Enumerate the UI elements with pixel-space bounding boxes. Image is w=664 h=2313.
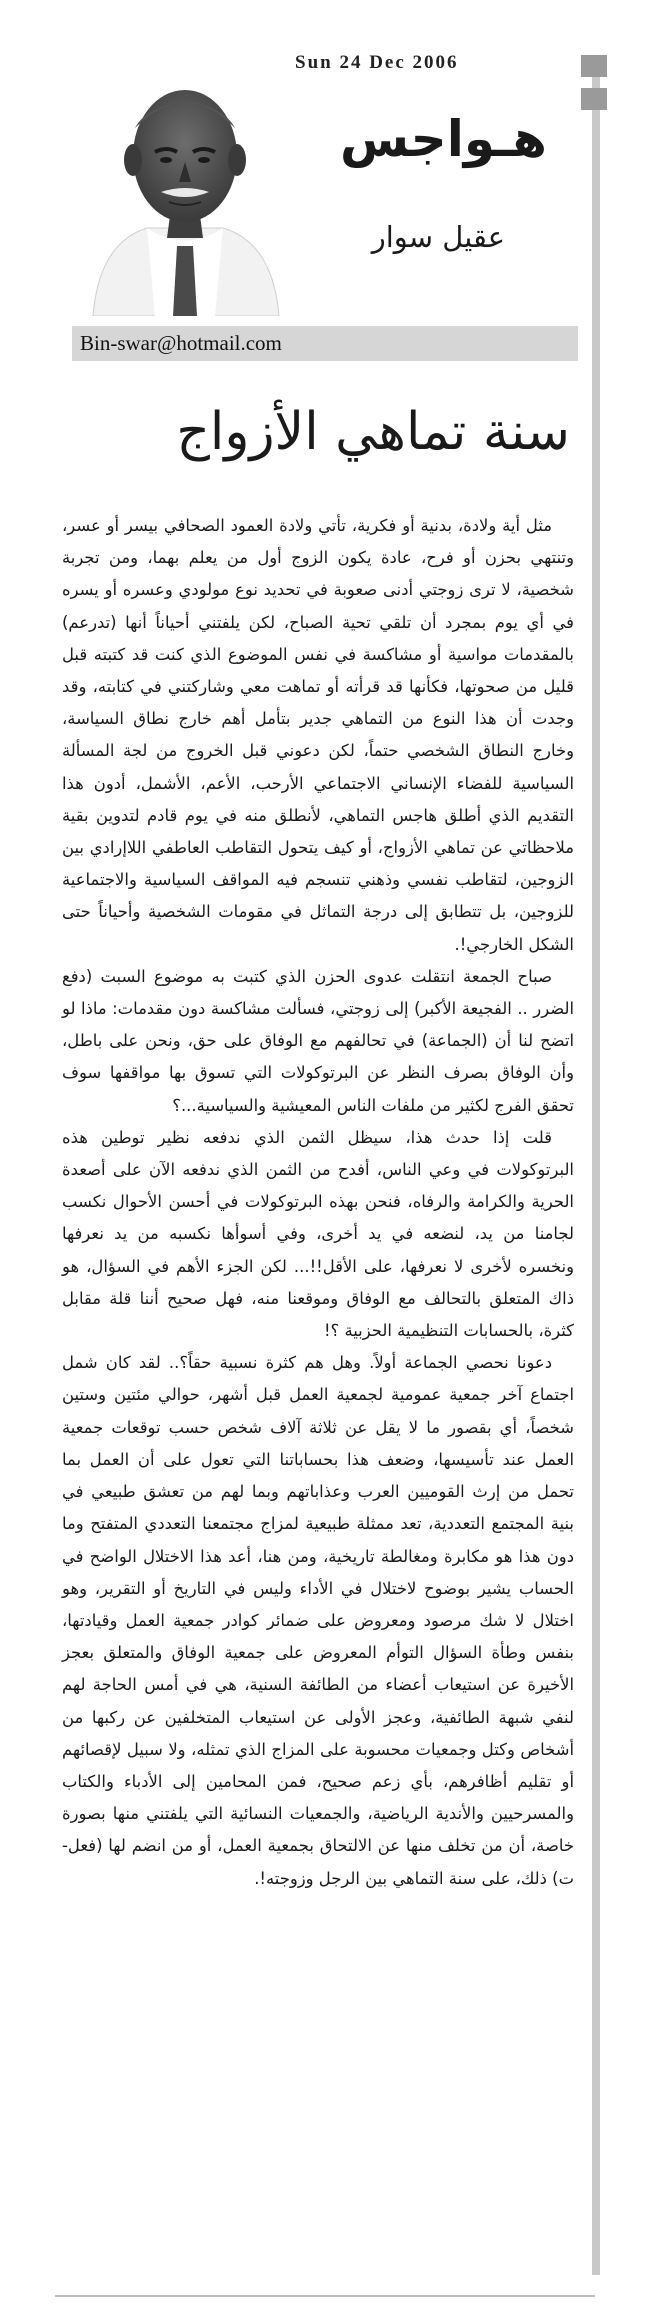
issue-date: Sun 24 Dec 2006 — [295, 52, 459, 73]
column-rule-cap-second — [581, 88, 607, 110]
column-rule-cap-top — [581, 55, 607, 77]
vertical-column-rule — [592, 55, 600, 2275]
author-email-link[interactable]: Bin-swar@hotmail.com — [80, 331, 282, 355]
article-paragraph: صباح الجمعة انتقلت عدوى الحزن الذي كتبت به موضوع السبت (دفع الضرر .. الفجيعة الأكبر) إلى زوجتي، فسألت مشاكسة دون مقدمات: ماذا لو اتضح لنا أن (الجماعة) في تحالفهم مع الوفاق على حق، ونحن على باطل، وأن الوفاق بصرف النظر عن البرتوكولات التي تسوق بها مواقفها سوف تحقق الفرج لكثير من ملفات الناس المعيشية والسياسية...؟ — [62, 966, 574, 1115]
author-name: عقيل سوار — [371, 220, 505, 254]
bottom-divider — [55, 2295, 595, 2297]
article-paragraph: قلت إذا حدث هذا، سيظل الثمن الذي ندفعه نظير توطين هذه البرتوكولات في وعي الناس، أفدح من الثمن الذي ندفعه الآن على أصعدة الحرية والكرامة والرفاه، فنحن بهذه البرتوكولات في أحسن الأحوال نكسب لجامنا من يد، لنضعه في يد أخرى، وفي أسوأها نكسبه من يد نعرفها ونخسره لأخرى لا نعرفها، على الأقل!!... لكن الجزء الأهم في السؤال، هو ذاك المتعلق بالتحالف مع الوفاق وموقعنا منه، فهل صحيح أننا قلة مقابل كثرة، بالحسابات التنظيمية الحزبية ؟! — [62, 1127, 574, 1341]
article-paragraph: مثل أية ولادة، بدنية أو فكرية، تأتي ولادة العمود الصحافي بيسر أو عسر، وتنتهي بحزن أو فرح، عادة يكون الزوج أول من يعلم بهما، ومن تجربة شخصية، لا ترى زوجتي أدنى صعوبة في تحديد نوع مولودي وعسره أو يسره في أي يوم بمجرد أن تلقي تحية الصباح، لكن يلفتني أحياناً أنها (تدرعم) بالمقدمات مواسية أو مشاكسة في نفس الموضوع الذي كنت قد كتبته قبل قليل من صحوتها، فكأنها قد قرأته أو تماهت معي وشاركتني في كتابته، وقد وجدت أن هذا النوع من التماهي جدير بتأمل أهم خارج نطاق السياسة، وخارج النطاق الشخصي حتماً، لكن دعوني قبل الخروج من لجة المسألة السياسية للفضاء الإنساني الاجتماعي الأرحب، الأعم، الأشمل، أدون هذا التقديم الذي أطلق هاجس التماهي، لأنطلق منه في يوم قادم لتدوين بقية ملاحظاتي عن تماهي الأزواج، أو كيف يتحول التقاطب العاطفي اللاإرادي بين الزوجين، لتقاطب نفسي وذهني تنسجم فيه المواقف السياسية والاجتماعية للزوجين، بل تتطابق إلى درجة التماثل في مقومات الشخصية وأحياناً حتى الشكل الخارجي!. — [62, 516, 574, 954]
article-paragraph: دعونا نحصي الجماعة أولاً. وهل هم كثرة نسبية حقاً؟.. لقد كان شمل اجتماع آخر جمعية عمومية لجمعية العمل قبل أشهر، حوالي مئتين وستين شخصاً، أي بقصور ما لا يقل عن ثلاثة آلاف شخص حسب توقعات جمعية العمل عند تأسيسها، وضعف هذا بحساباتنا التي تعول على أن العمل بما تحمل من إرث القوميين العرب وعذاباتهم وبما لهم من تعشق طبيعي في بنية المجتمع التعددية، تعد ممثلة طبيعية لمزاج مجتمعنا التعددي المتفتح وما دون هذا هو مكابرة ومغالطة تاريخية، ومن هنا، أعد هذا الاختلال الواضح في الحساب يشير بوضوح لاختلال في الأداء وليس في التاريخ أو التقرير، وهو اختلال لا شك مرصود ومعروض على ضمائر كوادر جمعية العمل وقيادتها، بنفس وطأة السؤال التوأم المعروض على جمعية الوفاق والمتعلق بعجز الأخيرة عن استيعاب أعضاء من الطائفة السنية، هي في أمس الحاجة لهم لنفي شبهة الطائفية، وعجز الأولى عن استيعاب المتخلفين عن ركبها من أشخاص وكتل وجمعيات محسوبة على المزاج الذي تمثله، ولا سبيل لإقصائهم أو تقليم أظافرهم، بأي زعم صحيح، فمن المحامين إلى الأدباء والكتاب والمسرحيين والأندية الرياضية، والجمعيات النسائية التي يلفتني منها بصورة خاصة، أن من تخلف منها عن الالتحاق بجمعية العمل، أو من انضم لها (فعل- ت) ذلك، على سنة التماهي بين الرجل وزوجته!. — [62, 1353, 574, 1888]
article-headline: سنة تماهي الأزواج — [176, 402, 570, 462]
column-title: هـواجس — [340, 110, 547, 168]
author-portrait — [85, 68, 285, 316]
article-body — [62, 510, 574, 1895]
